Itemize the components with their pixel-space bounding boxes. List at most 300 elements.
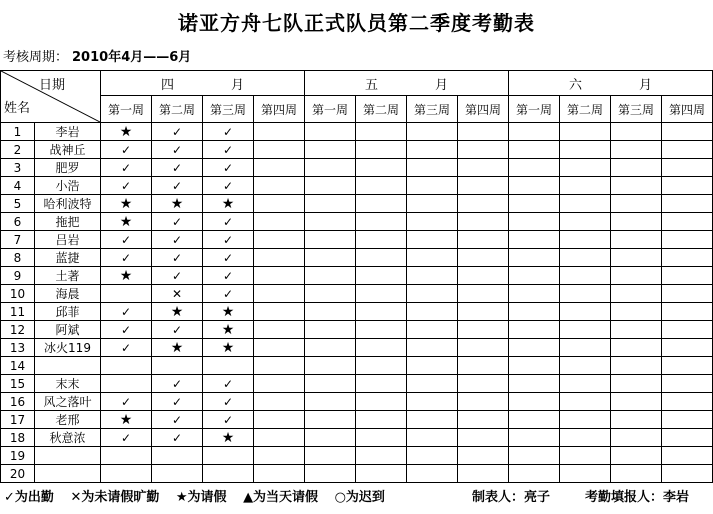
attendance-cell bbox=[662, 195, 713, 213]
member-name: 阿斌 bbox=[35, 321, 101, 339]
attendance-cell bbox=[611, 429, 662, 447]
attendance-cell bbox=[509, 231, 560, 249]
attendance-cell bbox=[458, 447, 509, 465]
attendance-cell bbox=[458, 159, 509, 177]
attendance-cell: ✓ bbox=[203, 375, 254, 393]
row-number: 12 bbox=[1, 321, 35, 339]
attendance-cell bbox=[662, 447, 713, 465]
attendance-cell bbox=[305, 177, 356, 195]
attendance-cell bbox=[356, 231, 407, 249]
attendance-cell bbox=[662, 411, 713, 429]
attendance-cell bbox=[458, 411, 509, 429]
attendance-cell: ✓ bbox=[101, 249, 152, 267]
attendance-cell: ✓ bbox=[203, 393, 254, 411]
attendance-cell bbox=[356, 177, 407, 195]
attendance-cell bbox=[560, 123, 611, 141]
member-name: 肥罗 bbox=[35, 159, 101, 177]
attendance-cell: ★ bbox=[203, 303, 254, 321]
legend-same-day-leave: ▲为当天请假 bbox=[243, 490, 319, 505]
attendance-cell: ★ bbox=[203, 321, 254, 339]
attendance-cell bbox=[560, 393, 611, 411]
attendance-cell bbox=[254, 375, 305, 393]
attendance-cell bbox=[305, 321, 356, 339]
row-number: 4 bbox=[1, 177, 35, 195]
attendance-cell bbox=[356, 321, 407, 339]
attendance-cell: ★ bbox=[101, 267, 152, 285]
attendance-cell bbox=[305, 213, 356, 231]
attendance-cell bbox=[254, 123, 305, 141]
attendance-cell: ★ bbox=[101, 195, 152, 213]
attendance-cell: ✓ bbox=[101, 303, 152, 321]
attendance-cell bbox=[356, 285, 407, 303]
date-axis-label: 日期 bbox=[39, 78, 66, 93]
table-row bbox=[1, 141, 713, 159]
attendance-cell bbox=[254, 429, 305, 447]
attendance-cell bbox=[458, 465, 509, 483]
attendance-cell: ✓ bbox=[101, 159, 152, 177]
row-number: 10 bbox=[1, 285, 35, 303]
member-name: 海晨 bbox=[35, 285, 101, 303]
attendance-cell bbox=[356, 429, 407, 447]
attendance-cell bbox=[254, 249, 305, 267]
member-name: 小浩 bbox=[35, 177, 101, 195]
attendance-cell bbox=[458, 429, 509, 447]
attendance-cell bbox=[560, 357, 611, 375]
table-row bbox=[1, 213, 713, 231]
attendance-cell bbox=[305, 339, 356, 357]
attendance-cell bbox=[509, 285, 560, 303]
table-row bbox=[1, 429, 713, 447]
attendance-cell bbox=[458, 267, 509, 285]
attendance-cell bbox=[458, 141, 509, 159]
attendance-cell bbox=[458, 285, 509, 303]
attendance-cell bbox=[356, 249, 407, 267]
attendance-cell bbox=[611, 267, 662, 285]
row-number: 20 bbox=[1, 465, 35, 483]
week-header: 第四周 bbox=[662, 96, 713, 123]
row-number: 14 bbox=[1, 357, 35, 375]
attendance-cell bbox=[305, 357, 356, 375]
attendance-cell bbox=[662, 375, 713, 393]
member-name: 风之落叶 bbox=[35, 393, 101, 411]
attendance-cell bbox=[458, 249, 509, 267]
attendance-cell bbox=[560, 195, 611, 213]
row-number: 15 bbox=[1, 375, 35, 393]
attendance-cell: ✓ bbox=[101, 393, 152, 411]
attendance-cell bbox=[305, 411, 356, 429]
row-number: 8 bbox=[1, 249, 35, 267]
attendance-cell bbox=[152, 357, 203, 375]
attendance-cell bbox=[356, 213, 407, 231]
attendance-cell bbox=[611, 249, 662, 267]
row-number: 3 bbox=[1, 159, 35, 177]
table-row bbox=[1, 159, 713, 177]
week-header: 第四周 bbox=[254, 96, 305, 123]
table-row bbox=[1, 249, 713, 267]
attendance-cell bbox=[611, 177, 662, 195]
attendance-cell bbox=[611, 411, 662, 429]
attendance-cell bbox=[560, 213, 611, 231]
attendance-cell bbox=[509, 321, 560, 339]
attendance-cell bbox=[356, 339, 407, 357]
attendance-cell bbox=[356, 141, 407, 159]
attendance-cell bbox=[662, 393, 713, 411]
corner-header bbox=[1, 71, 101, 123]
attendance-cell bbox=[305, 231, 356, 249]
attendance-cell bbox=[407, 303, 458, 321]
attendance-cell: ✓ bbox=[203, 141, 254, 159]
attendance-cell bbox=[662, 159, 713, 177]
attendance-cell bbox=[560, 159, 611, 177]
member-name: 老邢 bbox=[35, 411, 101, 429]
week-header: 第二周 bbox=[152, 96, 203, 123]
row-number: 1 bbox=[1, 123, 35, 141]
attendance-cell bbox=[458, 321, 509, 339]
attendance-cell bbox=[254, 141, 305, 159]
attendance-cell bbox=[662, 213, 713, 231]
attendance-cell: ✓ bbox=[203, 231, 254, 249]
attendance-cell: ✓ bbox=[203, 177, 254, 195]
attendance-cell bbox=[407, 447, 458, 465]
attendance-cell bbox=[254, 357, 305, 375]
member-name: 拖把 bbox=[35, 213, 101, 231]
attendance-cell bbox=[611, 321, 662, 339]
attendance-cell: ✓ bbox=[101, 231, 152, 249]
attendance-cell: ✓ bbox=[203, 123, 254, 141]
attendance-cell bbox=[356, 195, 407, 213]
attendance-cell: ✓ bbox=[152, 411, 203, 429]
attendance-cell bbox=[254, 447, 305, 465]
attendance-cell bbox=[305, 465, 356, 483]
attendance-cell bbox=[509, 447, 560, 465]
legend-leave: ★为请假 bbox=[175, 490, 227, 505]
row-number: 7 bbox=[1, 231, 35, 249]
attendance-cell bbox=[611, 213, 662, 231]
attendance-cell bbox=[458, 303, 509, 321]
attendance-cell bbox=[662, 321, 713, 339]
attendance-cell bbox=[407, 123, 458, 141]
week-header: 第三周 bbox=[203, 96, 254, 123]
attendance-cell bbox=[356, 267, 407, 285]
table-row bbox=[1, 285, 713, 303]
attendance-cell: ✓ bbox=[152, 159, 203, 177]
member-name: 末末 bbox=[35, 375, 101, 393]
attendance-cell bbox=[611, 393, 662, 411]
attendance-cell bbox=[458, 339, 509, 357]
attendance-cell: ★ bbox=[203, 429, 254, 447]
attendance-cell: ★ bbox=[101, 123, 152, 141]
row-number: 19 bbox=[1, 447, 35, 465]
attendance-cell bbox=[509, 159, 560, 177]
attendance-cell bbox=[254, 213, 305, 231]
attendance-cell bbox=[560, 303, 611, 321]
sheet-title: 诺亚方舟七队正式队员第二季度考勤表 bbox=[178, 11, 535, 35]
attendance-cell bbox=[509, 195, 560, 213]
legend-absent: ✕为未请假旷勤 bbox=[70, 490, 160, 505]
attendance-cell bbox=[509, 303, 560, 321]
table-row bbox=[1, 195, 713, 213]
attendance-cell bbox=[407, 231, 458, 249]
attendance-cell bbox=[662, 123, 713, 141]
week-header: 第一周 bbox=[101, 96, 152, 123]
table-row bbox=[1, 393, 713, 411]
member-name: 冰火119 bbox=[35, 339, 101, 357]
attendance-cell bbox=[356, 447, 407, 465]
attendance-cell bbox=[509, 177, 560, 195]
member-name: 李岩 bbox=[35, 123, 101, 141]
attendance-cell: ✓ bbox=[203, 267, 254, 285]
attendance-cell bbox=[662, 303, 713, 321]
attendance-cell: ✓ bbox=[152, 249, 203, 267]
attendance-cell: ✓ bbox=[152, 393, 203, 411]
attendance-cell bbox=[305, 429, 356, 447]
row-number: 18 bbox=[1, 429, 35, 447]
attendance-cell bbox=[254, 303, 305, 321]
attendance-cell: ★ bbox=[101, 213, 152, 231]
row-number: 5 bbox=[1, 195, 35, 213]
attendance-cell bbox=[458, 393, 509, 411]
member-name: 吕岩 bbox=[35, 231, 101, 249]
attendance-cell bbox=[356, 123, 407, 141]
attendance-cell bbox=[509, 393, 560, 411]
attendance-cell: ✓ bbox=[203, 249, 254, 267]
member-name bbox=[35, 447, 101, 465]
attendance-cell: ✓ bbox=[101, 429, 152, 447]
attendance-cell bbox=[509, 429, 560, 447]
member-name: 蓝捷 bbox=[35, 249, 101, 267]
attendance-cell bbox=[662, 465, 713, 483]
attendance-cell: ✓ bbox=[152, 123, 203, 141]
attendance-cell bbox=[662, 231, 713, 249]
attendance-cell bbox=[560, 321, 611, 339]
attendance-cell bbox=[356, 375, 407, 393]
attendance-cell bbox=[458, 357, 509, 375]
attendance-cell bbox=[305, 123, 356, 141]
row-number: 11 bbox=[1, 303, 35, 321]
week-header: 第一周 bbox=[305, 96, 356, 123]
table-maker: 制表人：亮子 bbox=[472, 490, 551, 505]
table-row bbox=[1, 465, 713, 483]
attendance-cell bbox=[356, 357, 407, 375]
attendance-cell bbox=[509, 249, 560, 267]
attendance-cell bbox=[509, 141, 560, 159]
member-name bbox=[35, 357, 101, 375]
week-header: 第二周 bbox=[560, 96, 611, 123]
assessment-period bbox=[3, 47, 191, 69]
attendance-cell: ✓ bbox=[101, 339, 152, 357]
attendance-cell bbox=[458, 195, 509, 213]
member-name: 战神丘 bbox=[35, 141, 101, 159]
attendance-cell bbox=[407, 393, 458, 411]
attendance-cell: ✓ bbox=[101, 141, 152, 159]
week-header: 第四周 bbox=[458, 96, 509, 123]
attendance-cell bbox=[509, 123, 560, 141]
attendance-cell bbox=[305, 249, 356, 267]
table-row bbox=[1, 177, 713, 195]
attendance-cell bbox=[407, 357, 458, 375]
attendance-cell bbox=[356, 159, 407, 177]
attendance-cell bbox=[254, 321, 305, 339]
week-header: 第三周 bbox=[407, 96, 458, 123]
attendance-cell bbox=[305, 159, 356, 177]
attendance-cell bbox=[407, 213, 458, 231]
attendance-cell bbox=[407, 141, 458, 159]
attendance-cell bbox=[560, 141, 611, 159]
attendance-cell bbox=[662, 141, 713, 159]
table-row bbox=[1, 267, 713, 285]
attendance-cell: ★ bbox=[152, 339, 203, 357]
row-number: 13 bbox=[1, 339, 35, 357]
attendance-cell bbox=[101, 285, 152, 303]
attendance-cell bbox=[407, 465, 458, 483]
table-row bbox=[1, 321, 713, 339]
attendance-cell bbox=[458, 123, 509, 141]
attendance-cell bbox=[458, 231, 509, 249]
table-row bbox=[1, 303, 713, 321]
attendance-cell bbox=[254, 393, 305, 411]
attendance-cell bbox=[611, 123, 662, 141]
row-number: 17 bbox=[1, 411, 35, 429]
member-name: 秋意浓 bbox=[35, 429, 101, 447]
period-label: 考核周期： bbox=[3, 50, 69, 65]
attendance-cell bbox=[560, 339, 611, 357]
period-value: 2010年4月——6月 bbox=[72, 50, 192, 65]
attendance-cell bbox=[254, 177, 305, 195]
attendance-cell bbox=[662, 249, 713, 267]
attendance-cell bbox=[407, 159, 458, 177]
attendance-cell: ✓ bbox=[203, 159, 254, 177]
attendance-cell bbox=[611, 465, 662, 483]
attendance-cell bbox=[407, 177, 458, 195]
attendance-cell bbox=[611, 447, 662, 465]
attendance-cell bbox=[203, 357, 254, 375]
table-row bbox=[1, 375, 713, 393]
row-number: 6 bbox=[1, 213, 35, 231]
attendance-cell bbox=[407, 375, 458, 393]
attendance-cell bbox=[407, 321, 458, 339]
attendance-cell bbox=[254, 195, 305, 213]
attendance-cell bbox=[560, 465, 611, 483]
attendance-cell: ✓ bbox=[152, 429, 203, 447]
attendance-cell bbox=[356, 393, 407, 411]
attendance-cell: ✓ bbox=[152, 177, 203, 195]
attendance-cell bbox=[662, 429, 713, 447]
row-number: 2 bbox=[1, 141, 35, 159]
attendance-cell bbox=[407, 249, 458, 267]
attendance-cell bbox=[101, 447, 152, 465]
legend bbox=[4, 486, 713, 510]
table-row bbox=[1, 357, 713, 375]
attendance-cell bbox=[254, 267, 305, 285]
attendance-cell bbox=[560, 447, 611, 465]
attendance-cell bbox=[458, 177, 509, 195]
attendance-cell bbox=[560, 177, 611, 195]
attendance-cell: ✓ bbox=[203, 411, 254, 429]
attendance-cell bbox=[560, 249, 611, 267]
attendance-cell: ✓ bbox=[152, 267, 203, 285]
week-header: 第二周 bbox=[356, 96, 407, 123]
attendance-cell bbox=[101, 357, 152, 375]
attendance-cell bbox=[560, 285, 611, 303]
attendance-cell bbox=[356, 411, 407, 429]
attendance-cell bbox=[152, 465, 203, 483]
attendance-cell bbox=[611, 303, 662, 321]
attendance-cell bbox=[509, 375, 560, 393]
attendance-cell bbox=[509, 213, 560, 231]
attendance-cell bbox=[305, 375, 356, 393]
attendance-cell bbox=[611, 339, 662, 357]
attendance-cell bbox=[611, 285, 662, 303]
attendance-cell: ★ bbox=[152, 195, 203, 213]
attendance-cell bbox=[509, 357, 560, 375]
attendance-filler: 考勤填报人：李岩 bbox=[585, 490, 690, 505]
attendance-cell: ★ bbox=[203, 339, 254, 357]
attendance-cell bbox=[254, 159, 305, 177]
attendance-cell bbox=[611, 195, 662, 213]
table-row bbox=[1, 447, 713, 465]
attendance-cell bbox=[611, 375, 662, 393]
attendance-cell bbox=[662, 339, 713, 357]
attendance-cell bbox=[254, 231, 305, 249]
attendance-cell bbox=[356, 303, 407, 321]
attendance-cell bbox=[407, 411, 458, 429]
attendance-cell bbox=[152, 447, 203, 465]
member-name: 哈利波特 bbox=[35, 195, 101, 213]
table-row bbox=[1, 339, 713, 357]
attendance-cell bbox=[509, 411, 560, 429]
attendance-cell: ✓ bbox=[152, 213, 203, 231]
attendance-cell bbox=[254, 465, 305, 483]
attendance-cell: ✓ bbox=[152, 375, 203, 393]
attendance-cell bbox=[407, 339, 458, 357]
attendance-cell bbox=[305, 285, 356, 303]
attendance-table bbox=[0, 70, 713, 483]
month-header-may: 五 月 bbox=[305, 71, 509, 96]
row-number: 16 bbox=[1, 393, 35, 411]
attendance-cell bbox=[407, 195, 458, 213]
attendance-cell bbox=[203, 447, 254, 465]
legend-late: ○为迟到 bbox=[334, 490, 385, 505]
attendance-cell bbox=[662, 177, 713, 195]
attendance-cell: ★ bbox=[101, 411, 152, 429]
attendance-cell: ✕ bbox=[152, 285, 203, 303]
attendance-cell bbox=[458, 375, 509, 393]
table-row bbox=[1, 231, 713, 249]
attendance-cell bbox=[662, 267, 713, 285]
week-header: 第一周 bbox=[509, 96, 560, 123]
attendance-cell: ✓ bbox=[203, 285, 254, 303]
attendance-cell bbox=[407, 429, 458, 447]
attendance-cell: ✓ bbox=[152, 141, 203, 159]
attendance-cell: ✓ bbox=[152, 321, 203, 339]
attendance-cell bbox=[509, 465, 560, 483]
attendance-cell: ✓ bbox=[101, 177, 152, 195]
attendance-cell bbox=[458, 213, 509, 231]
attendance-cell bbox=[254, 339, 305, 357]
attendance-cell bbox=[254, 285, 305, 303]
attendance-cell bbox=[560, 267, 611, 285]
attendance-cell: ✓ bbox=[203, 213, 254, 231]
table-row bbox=[1, 411, 713, 429]
attendance-cell bbox=[254, 411, 305, 429]
attendance-cell bbox=[356, 465, 407, 483]
week-header: 第三周 bbox=[611, 96, 662, 123]
row-number: 9 bbox=[1, 267, 35, 285]
attendance-cell: ✓ bbox=[101, 321, 152, 339]
attendance-cell bbox=[560, 429, 611, 447]
month-header-april: 四 月 bbox=[101, 71, 305, 96]
member-name bbox=[35, 465, 101, 483]
